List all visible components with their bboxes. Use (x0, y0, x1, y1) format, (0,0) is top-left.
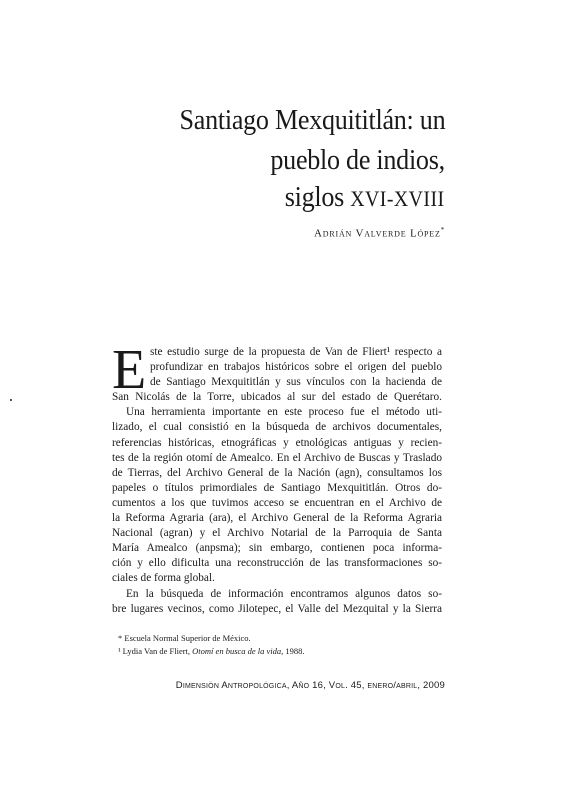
text-line: ción y ello dificulta una reconstrucción de las transformaciones so- (112, 557, 442, 570)
article-title-line-2: pueblo de indios, (270, 144, 445, 176)
text-line: María Amealco (anpsma); sin embargo, contienen poca informa- (112, 542, 442, 555)
footnotes (118, 632, 305, 658)
text-line: papeles o títulos primordiales de Santiago Mexquititlán. Otros do- (112, 481, 442, 494)
text-line: profundizar en trabajos históricos sobre el origen del pueblo (150, 361, 442, 374)
paragraph-3 (112, 587, 442, 617)
text-line: En la búsqueda de información encontramos algunos datos so- (126, 587, 442, 600)
footnote-1 (118, 645, 305, 658)
text-line: tes de la región otomí de Amealco. En el Archivo de Buscas y Traslado (112, 451, 442, 464)
article-body (112, 339, 442, 617)
title-centuries: XVI-XVIII (350, 186, 445, 211)
running-footer (176, 680, 445, 691)
text-line: San Nicolás de la Torre, ubicados al sur del estado de Querétaro. (112, 391, 442, 404)
author-name (314, 226, 445, 240)
text-line: lizado, el cual consistió en la búsqueda de archivos documentales, (112, 421, 442, 434)
article-title-line-1: Santiago Mexquititlán: un (179, 104, 445, 136)
footnote-1-suffix: , 1988. (281, 646, 305, 656)
text-line: Una herramienta importante en este proceso fue el método uti- (126, 406, 442, 419)
text-line: de Tierras, del Archivo General de la Nación (agn), consultamos los (112, 466, 442, 479)
footnote-affiliation: * Escuela Normal Superior de México. (118, 633, 251, 643)
author-note-mark: * (440, 226, 445, 234)
title-prefix: siglos (285, 181, 351, 213)
footnote-1-prefix: ¹ Lydia Van de Fliert, (118, 646, 193, 656)
paragraph-1 (112, 345, 442, 390)
author-text: Adrián Valverde López (314, 227, 441, 240)
text-line: ste estudio surge de la propuesta de Van de Fliert¹ respecto a (150, 346, 442, 358)
paragraph-2 (112, 405, 442, 586)
text-line: ciales de forma global. (112, 572, 215, 585)
margin-mark (10, 399, 12, 401)
journal-name: Dimensión Antropológica (175, 680, 287, 691)
text-line: de Santiago Mexquititlán y sus vínculos con la hacienda de (150, 376, 442, 389)
text-line: Nacional (agran) y el Archivo Notarial de la Parroquia de Santa (112, 527, 442, 540)
text-line: bre lugares vecinos, como Jilotepec, el Valle del Mezquital y la Sierra (112, 602, 442, 615)
drop-cap: E (112, 339, 147, 401)
text-line: la Reforma Agraria (ara), el Archivo General de la Reforma Agraria (112, 512, 442, 525)
article-title-line-3 (285, 180, 445, 216)
footnote-1-title: Otomí en busca de la vida (192, 646, 282, 656)
text-line: referencias históricas, etnográficas y etnológicas antiguas y recien- (112, 436, 442, 449)
issue-info: , Año 16, Vol. 45, enero/abril, 2009 (286, 680, 445, 691)
text-line: cumentos a los que tuvimos acceso se encuentran en el Archivo de (112, 496, 442, 509)
